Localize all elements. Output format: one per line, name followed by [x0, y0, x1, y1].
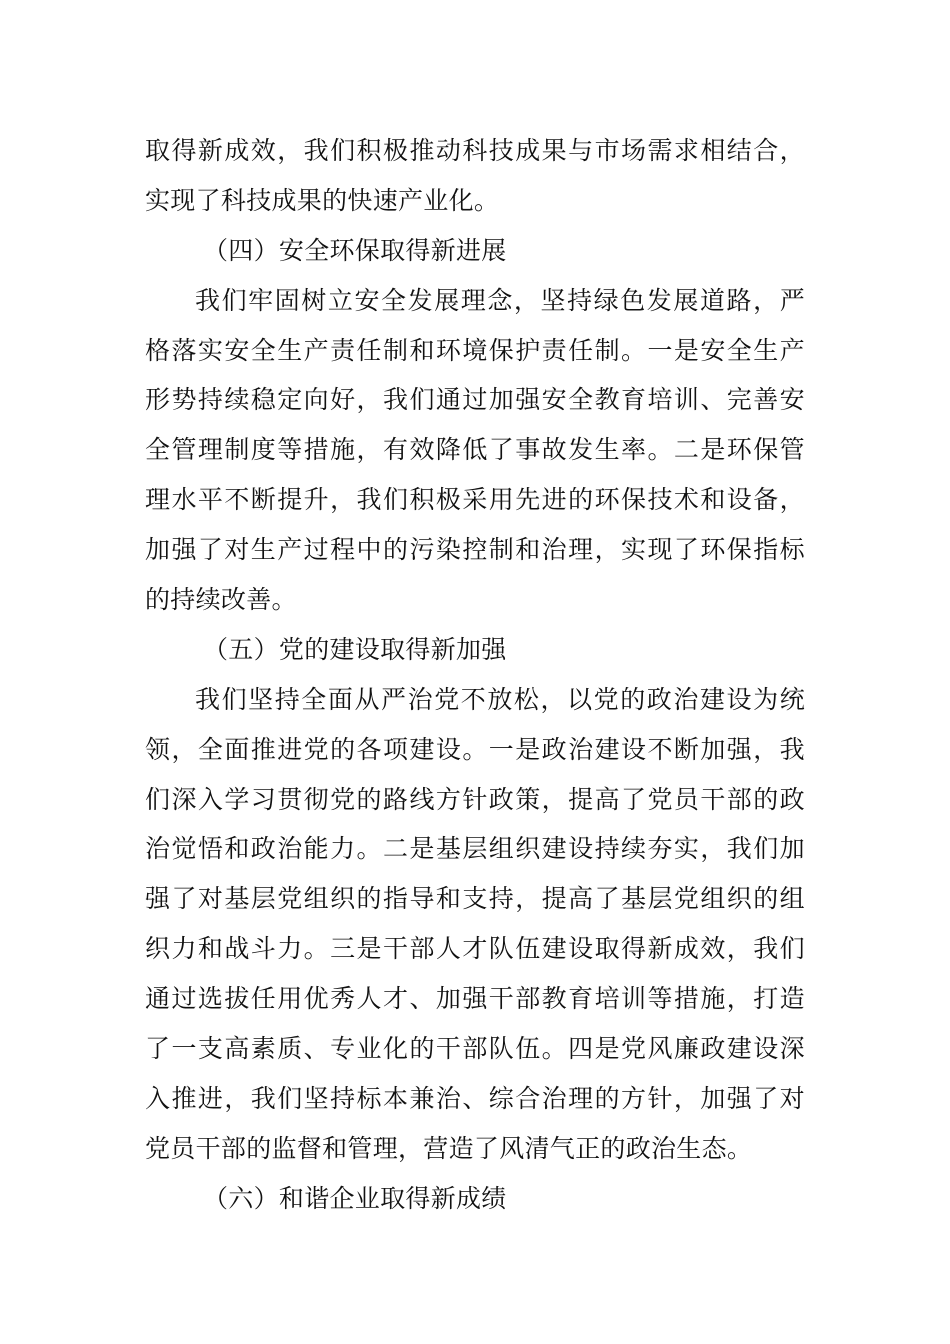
paragraph-line: 了一支高素质、专业化的干部队伍。四是党风廉政建设深: [145, 1034, 805, 1064]
paragraph-line: 我们牢固树立安全发展理念，坚持绿色发展道路，严: [195, 285, 805, 315]
paragraph-line: 的持续改善。: [145, 585, 297, 615]
paragraph-line: 我们坚持全面从严治党不放松，以党的政治建设为统: [195, 684, 805, 714]
paragraph-line: 治觉悟和政治能力。二是基层组织建设持续夯实，我们加: [145, 834, 805, 864]
paragraph-line: 织力和战斗力。三是干部人才队伍建设取得新成效，我们: [145, 934, 805, 964]
body-text: [145, 126, 805, 1224]
paragraph-line: 取得新成效，我们积极推动科技成果与市场需求相结合，: [145, 136, 805, 165]
paragraph-line: 形势持续稳定向好，我们通过加强安全教育培训、完善安: [145, 385, 805, 415]
section-heading-4: （四）安全环保取得新进展: [203, 235, 507, 265]
section-heading-5: （五）党的建设取得新加强: [203, 634, 507, 664]
paragraph-line: 格落实安全生产责任制和环境保护责任制。一是安全生产: [145, 335, 805, 365]
paragraph-line: 实现了科技成果的快速产业化。: [145, 185, 500, 215]
paragraph-line: 强了对基层党组织的指导和支持，提高了基层党组织的组: [145, 884, 805, 914]
section-heading-6: （六）和谐企业取得新成绩: [203, 1183, 507, 1213]
paragraph-line: 通过选拔任用优秀人才、加强干部教育培训等措施，打造: [145, 984, 805, 1014]
paragraph-line: 党员干部的监督和管理，营造了风清气正的政治生态。: [145, 1133, 753, 1163]
paragraph-line: 领，全面推进党的各项建设。一是政治建设不断加强，我: [145, 734, 805, 764]
paragraph-line: 加强了对生产过程中的污染控制和治理，实现了环保指标: [145, 535, 805, 565]
paragraph-line: 理水平不断提升，我们积极采用先进的环保技术和设备，: [145, 485, 805, 515]
paragraph-line: 入推进，我们坚持标本兼治、综合治理的方针，加强了对: [145, 1083, 805, 1113]
paragraph-line: 们深入学习贯彻党的路线方针政策，提高了党员干部的政: [145, 784, 805, 814]
paragraph-line: 全管理制度等措施，有效降低了事故发生率。二是环保管: [145, 435, 805, 465]
